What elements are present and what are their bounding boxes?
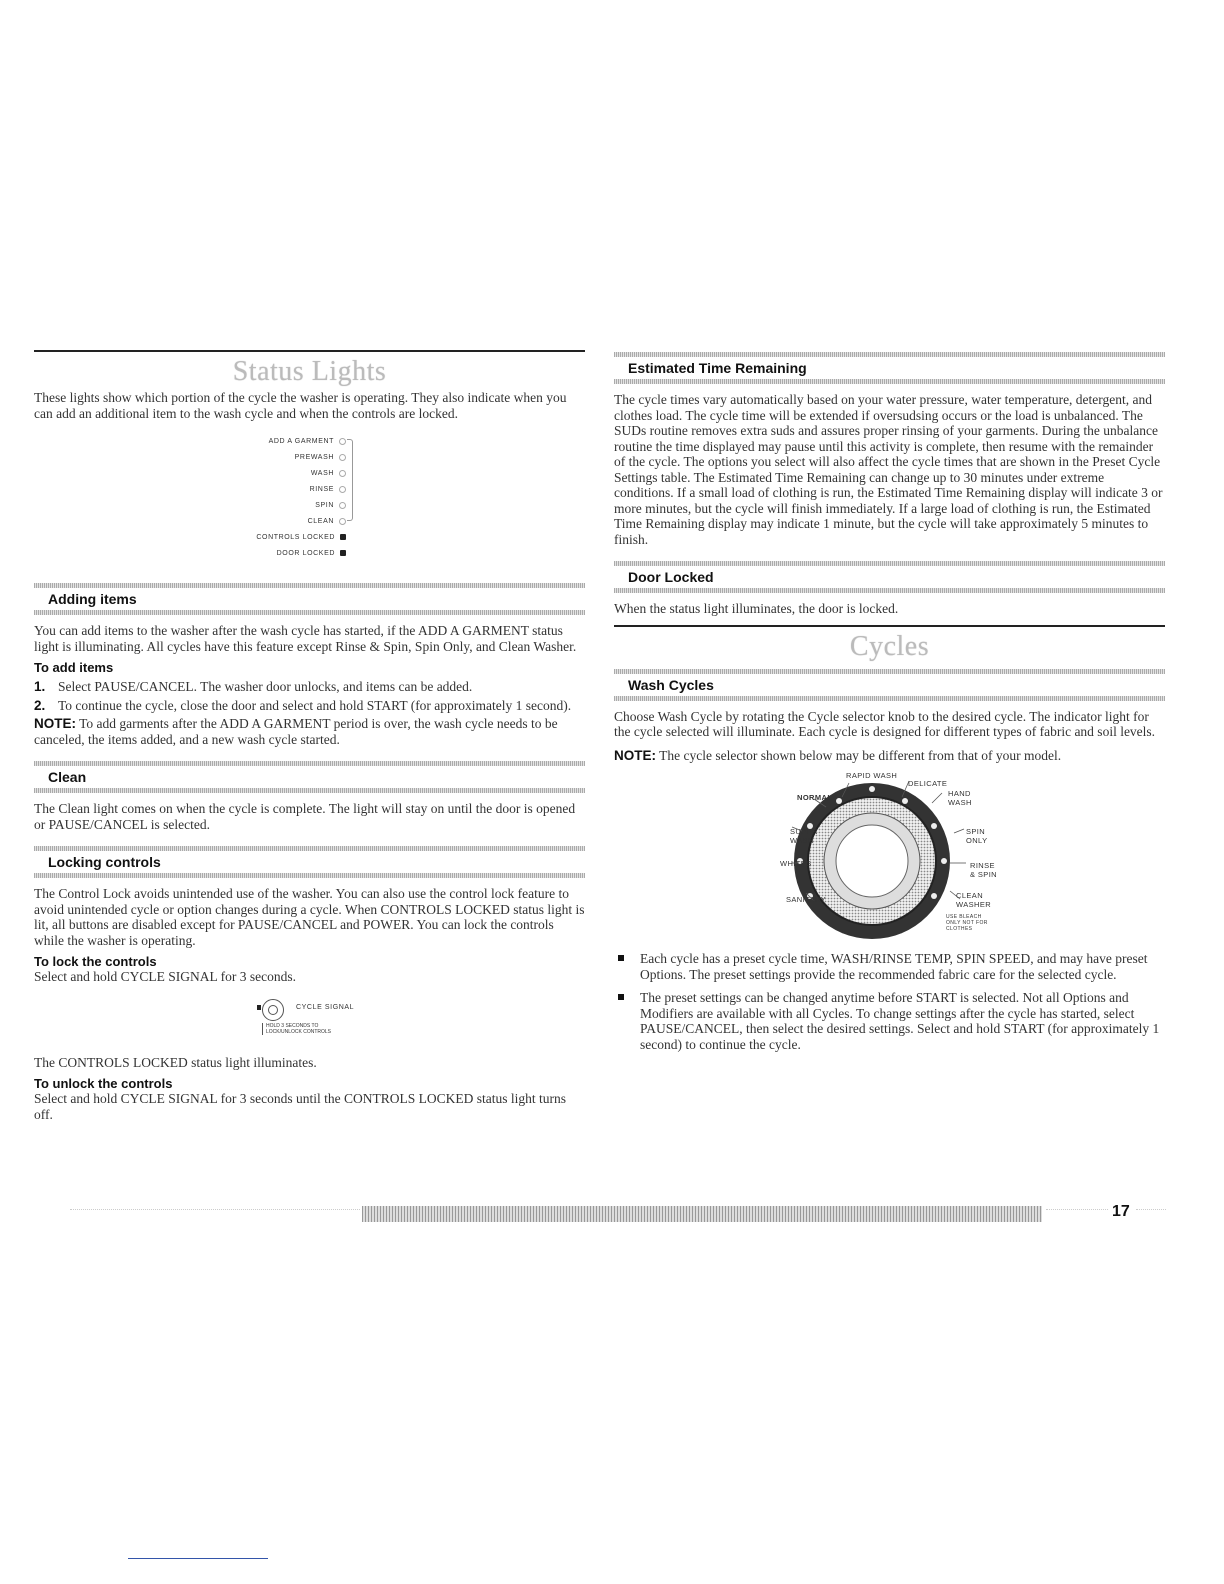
adding-items-heading: Adding items: [48, 591, 137, 607]
status-lights-panel: [34, 433, 585, 561]
wash-cycles-heading: Wash Cycles: [628, 676, 714, 693]
knob-label-hand-wash: HAND WASH: [948, 789, 972, 807]
section-rule: [34, 350, 585, 352]
light-rinse: RINSE: [34, 481, 346, 497]
clean-body: The Clean light comes on when the cycle is complete. The light will stay on until the door is opened or PAUSE/CANCEL is selected.: [34, 801, 576, 832]
lock-icon: [257, 1005, 261, 1010]
light-clean: CLEAN: [34, 513, 346, 529]
clean-heading: Clean: [48, 769, 87, 785]
cycle-signal-button-icon: [262, 999, 284, 1021]
status-lights-title: Status Lights: [232, 356, 387, 387]
door-locked-heading: Door Locked: [628, 569, 714, 585]
lock-icon: [340, 534, 346, 540]
knob-label-sanitary: SANITARY: [786, 895, 827, 904]
light-controls-locked: CONTROLS LOCKED: [34, 529, 346, 545]
adding-items-body: You can add items to the washer after the wash cycle has started, if the ADD A GARMENT status light is illuminating. All cycles have this feature except Rinse & Spin, Spin Only, and Clean Washer.: [34, 623, 577, 654]
adding-items-note: NOTE: To add garments after the ADD A GARMENT period is over, the wash cycle needs to be canceled, the items added, and a new wash cycle started.: [34, 716, 558, 747]
unlock-text: Select and hold CYCLE SIGNAL for 3 seconds until the CONTROLS LOCKED status light turns off.: [34, 1091, 566, 1122]
right-column: [614, 350, 1165, 1052]
list-item: The preset settings can be changed anytime before START is selected. Not all Options and Modifiers are available with all Cycles. To change settings after the cycle has started, select PAUSE/CANCEL, then select the desired settings. Select and hold START (for approximately 1 second) to continue the cycle.: [614, 990, 1165, 1052]
estimated-time-header: [614, 352, 1165, 384]
after-lock-text: The CONTROLS LOCKED status light illuminates.: [34, 1054, 317, 1070]
knob-label-rinse-spin: RINSE & SPIN: [970, 861, 997, 879]
knob-label-whites: WHITES: [780, 859, 812, 868]
list-item: 1. Select PAUSE/CANCEL. The washer door unlocks, and items can be added.: [34, 679, 473, 694]
cycle-selector-figure: [614, 771, 1165, 943]
wash-cycles-header: [614, 669, 1165, 701]
light-door-locked: DOOR LOCKED: [34, 545, 346, 561]
door-locked-body: When the status light illuminates, the door is locked.: [614, 601, 899, 616]
add-items-steps: [34, 679, 585, 713]
light-add-garment: ADD A GARMENT: [34, 433, 346, 449]
knob-label-clean-washer: CLEAN WASHER: [956, 891, 992, 909]
clean-header: [34, 761, 585, 793]
wash-cycles-note: NOTE: The cycle selector shown below may be different from that of your model.: [614, 747, 1062, 763]
light-prewash: PREWASH: [34, 449, 346, 465]
cycle-signal-hold-note: HOLD 3 SECONDS TO LOCK/UNLOCK CONTROLS: [262, 1023, 331, 1035]
bottom-line: [128, 1558, 268, 1559]
wash-cycles-body: Choose Wash Cycle by rotating the Cycle selector knob to the desired cycle. The indicator light for the cycle selected will illuminate. Each cycle is designed for different types of fabric and soil levels.: [614, 708, 1156, 739]
cycle-selector-knob-icon: [614, 771, 1165, 943]
footer-dots-right: [1046, 1209, 1108, 1213]
lock-icon: [340, 550, 346, 556]
bullet-icon: [618, 994, 624, 1000]
footer-dots-end: [1136, 1209, 1166, 1213]
knob-label-delicate: DELICATE: [908, 779, 948, 788]
cycle-signal-figure: [34, 993, 585, 1055]
knob-bleach-note: USE BLEACH ONLY NOT FOR CLOTHES: [946, 914, 988, 932]
add-items-subheading: To add items: [34, 660, 114, 675]
locking-heading: Locking controls: [48, 854, 161, 870]
status-lights-intro: These lights show which portion of the cycle the washer is operating. They also indicate when you can add an additional item to the wash cycle and when the controls are locked.: [34, 390, 567, 421]
light-wash: WASH: [34, 465, 346, 481]
knob-label-normal: NORMAL: [797, 793, 833, 802]
cycles-title: Cycles: [849, 630, 930, 662]
knob-label-rapid-wash: RAPID WASH: [846, 771, 898, 780]
lights-bracket: [347, 439, 353, 521]
light-spin: SPIN: [34, 497, 346, 513]
knob-label-super-wash: SUPER WASH: [790, 827, 818, 845]
knob-label-spin-only: SPIN ONLY: [966, 827, 988, 845]
footer-bar: [362, 1206, 1042, 1222]
adding-items-header: [34, 583, 585, 615]
cycle-signal-label: CYCLE SIGNAL: [296, 1003, 355, 1011]
locking-body: The Control Lock avoids unintended use of the washer. You can also use the control lock feature to avoid unintended cycle or option changes during a cycle. When CONTROLS LOCKED status light is lit, all buttons are disabled except for PAUSE/CANCEL and POWER. You can lock the controls while the washer is operating.: [34, 886, 585, 948]
left-column: [34, 350, 585, 1122]
unlock-subheading: To unlock the controls: [34, 1076, 173, 1091]
lock-text: Select and hold CYCLE SIGNAL for 3 seconds.: [34, 969, 296, 984]
door-locked-header: [614, 561, 1165, 593]
page-number: 17: [1112, 1203, 1130, 1220]
list-item: Each cycle has a preset cycle time, WASH/RINSE TEMP, SPIN SPEED, and may have preset Options. The preset settings provide the recommended fabric care for the selected cycle.: [614, 951, 1165, 982]
section-rule: [614, 625, 1165, 627]
footer-dots-left: [70, 1209, 360, 1213]
estimated-time-body: The cycle times vary automatically based on your water pressure, water temperature, detergent, and clothes load. The cycle time will be extended if oversudsing occurs or the load is unbalanced. The SUDs routine removes extra suds and assures proper rinsing of your garments. During the unbalance routine the time displayed may pause until this activity is complete, then resume with the remainder of the cycle. The options you select will also affect the cycle times that are shown in the Preset Cycle Settings table. The Estimated Time Remaining can change up to 30 minutes under extreme conditions. If a small load of clothing is run, the Estimated Time Remaining display will indicate 3 or more minutes, but the cycle will finish immediately. If a large load of clothing is run, the Estimated Time Remaining display may indicate 1 minute, but the cycle will take approximately 5 minutes to finish.: [614, 392, 1163, 547]
list-item: 2. To continue the cycle, close the door and select and hold START (for approximately 1 second).: [34, 697, 572, 713]
estimated-time-heading: Estimated Time Remaining: [628, 360, 807, 376]
lock-subheading: To lock the controls: [34, 954, 157, 969]
locking-header: [34, 846, 585, 878]
bullet-icon: [618, 955, 624, 961]
